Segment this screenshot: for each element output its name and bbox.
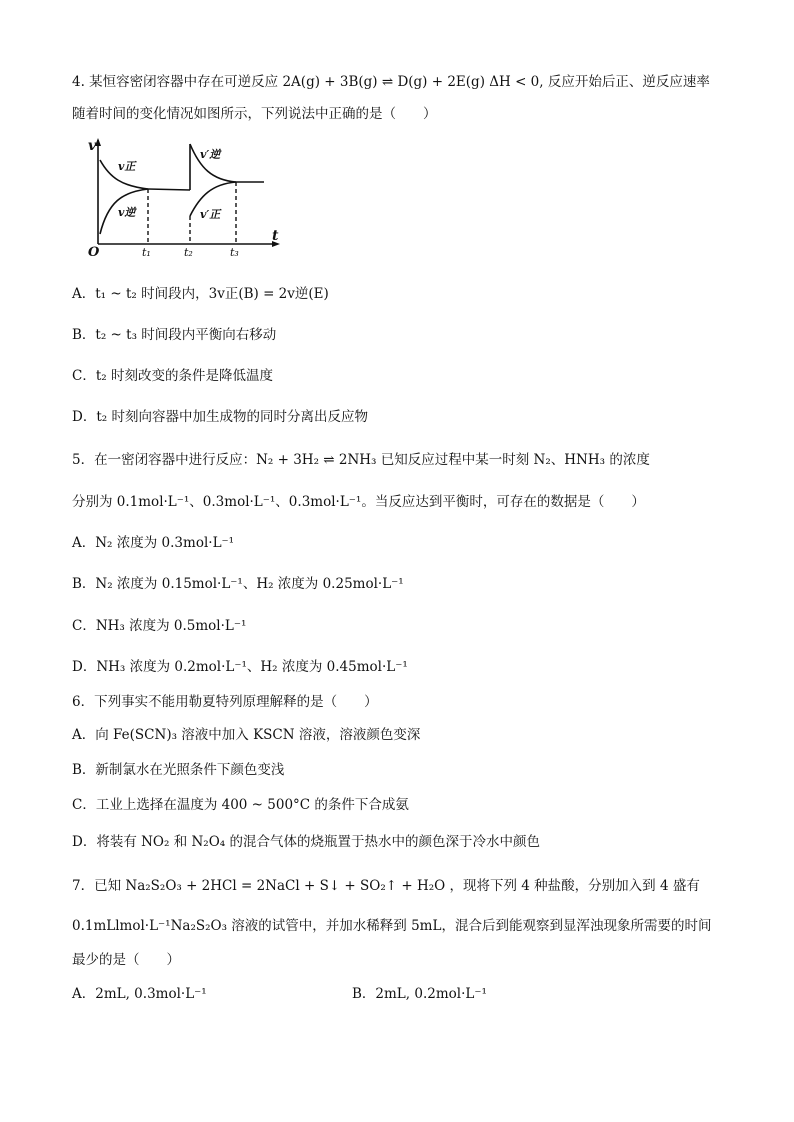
rate-time-chart (86, 136, 286, 258)
q7-stem-line-3: 最少的是（ ） (72, 952, 180, 968)
rate-time-chart-svg (86, 136, 286, 258)
q6-stem: 6．下列事实不能用勒夏特列原理解释的是（ ） (72, 694, 378, 710)
q6-option-d: D．将装有 NO₂ 和 N₂O₄ 的混合气体的烧瓶置于热水中的颜色深于冷水中颜色 (72, 834, 540, 850)
q5-stem-line-1: 5．在一密闭容器中进行反应：N₂ + 3H₂ ⇌ 2NH₃ 已知反应过程中某一时刻 N₂、HNH₃ 的浓度 (72, 452, 650, 468)
equilibrium-line-1 (148, 189, 190, 190)
q7-option-b: B．2mL, 0.2mol·L⁻¹ (352, 986, 487, 1002)
q4-option-a: A．t₁ ~ t₂ 时间段内，3v正(B) = 2v逆(E) (72, 286, 329, 302)
q7-option-a: A．2mL, 0.3mol·L⁻¹ (72, 986, 207, 1002)
origin-label: O (88, 245, 100, 258)
q7-stem-line-1: 7．已知 Na₂S₂O₃ + 2HCl = 2NaCl + S↓ + SO₂↑ + H₂O ，现将下列 4 种盐酸，分别加入到 4 盛有 (72, 878, 700, 894)
q6-option-b: B．新制氯水在光照条件下颜色变浅 (72, 762, 285, 778)
q4-stem-line-1: 4. 某恒容密闭容器中存在可逆反应 2A(g) + 3B(g) ⇌ D(g) + 2E(g) ΔH < 0, 反应开始后正、逆反应速率 (72, 74, 710, 90)
tick-t2: t₂ (184, 246, 193, 258)
q5-option-b: B．N₂ 浓度为 0.15mol·L⁻¹、H₂ 浓度为 0.25mol·L⁻¹ (72, 576, 404, 592)
tick-t1: t₁ (142, 246, 151, 258)
y-axis-label: v (88, 138, 97, 154)
q4-stem-line-2: 随着时间的变化情况如图所示，下列说法中正确的是（ ） (72, 106, 437, 122)
q5-option-c: C．NH₃ 浓度为 0.5mol·L⁻¹ (72, 618, 247, 634)
label-v-reverse: v逆 (118, 206, 136, 219)
q4-option-c: C．t₂ 时刻改变的条件是降低温度 (72, 368, 273, 384)
q4-option-d: D．t₂ 时刻向容器中加生成物的同时分离出反应物 (72, 409, 368, 425)
q6-option-a: A．向 Fe(SCN)₃ 溶液中加入 KSCN 溶液，溶液颜色变深 (72, 727, 421, 743)
tick-t3: t₃ (230, 246, 239, 258)
label-v-reverse-prime: v′逆 (200, 148, 221, 161)
q5-option-a: A．N₂ 浓度为 0.3mol·L⁻¹ (72, 535, 235, 551)
q6-option-c: C．工业上选择在温度为 400 ~ 500°C 的条件下合成氨 (72, 797, 409, 813)
label-v-forward: v正 (118, 160, 136, 173)
q4-option-b: B．t₂ ~ t₃ 时间段内平衡向右移动 (72, 327, 277, 343)
q5-option-d: D．NH₃ 浓度为 0.2mol·L⁻¹、H₂ 浓度为 0.45mol·L⁻¹ (72, 659, 408, 675)
label-v-forward-prime: v′正 (200, 208, 221, 221)
x-axis-label: t (272, 228, 279, 244)
q7-stem-line-2: 0.1mLlmol·L⁻¹Na₂S₂O₃ 溶液的试管中，并加水稀释到 5mL，混合后到能观察到显浑浊现象所需要的时间 (72, 918, 712, 934)
q5-stem-line-2: 分别为 0.1mol·L⁻¹、0.3mol·L⁻¹、0.3mol·L⁻¹。当反应达到平衡时，可存在的数据是（ ） (72, 494, 645, 510)
